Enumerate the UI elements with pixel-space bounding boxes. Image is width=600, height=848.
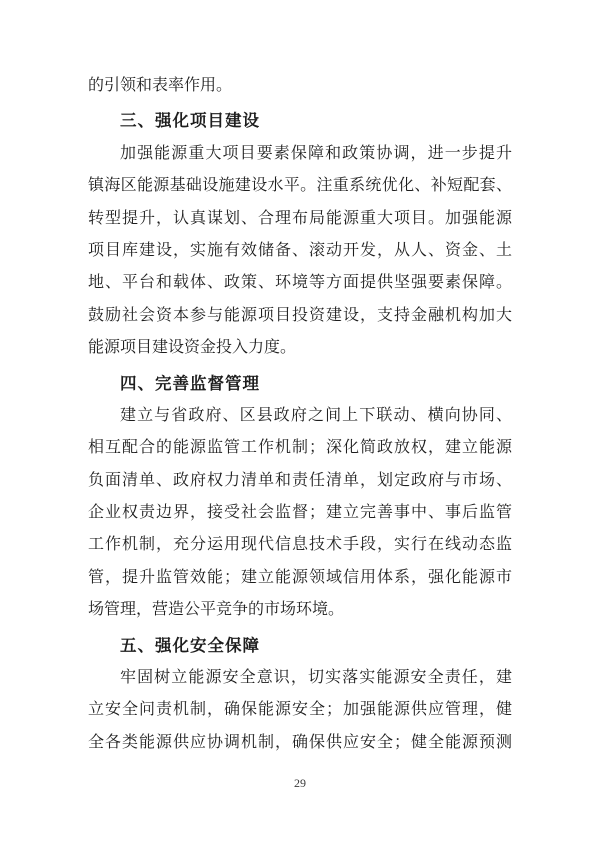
text-line: 管，提升监管效能；建立能源领域信用体系，强化能源市	[88, 568, 512, 586]
text-line: 项目库建设，实施有效储备、滚动开发，从人、资金、土	[88, 241, 512, 259]
document-content	[88, 70, 512, 759]
text-line: 转型提升，认真谋划、合理布局能源重大项目。加强能源	[88, 209, 512, 227]
text-line: 地、平台和载体、政策、环境等方面提供坚强要素保障。	[88, 274, 512, 292]
text-line: 的引领和表率作用。	[88, 77, 233, 94]
section-heading: 五、强化安全保障	[120, 635, 260, 655]
text-line: 负面清单、政府权力清单和责任清单，划定政府与市场、	[88, 471, 512, 489]
text-line: 建立与省政府、区县政府之间上下联动、横向协同、	[120, 406, 512, 424]
section-heading: 四、完善监督管理	[120, 373, 260, 393]
page-number: 29	[294, 776, 306, 790]
text-line: 场管理，营造公平竞争的市场环境。	[88, 601, 345, 619]
text-line: 能源项目建设资金投入力度。	[88, 339, 297, 357]
text-line: 全各类能源供应协调机制，确保供应安全；健全能源预测	[88, 733, 512, 751]
text-line: 企业权责边界，接受社会监督；建立完善事中、事后监管	[88, 504, 512, 522]
text-line: 鼓励社会资本参与能源项目投资建设，支持金融机构加大	[88, 306, 512, 324]
text-line: 加强能源重大项目要素保障和政策协调，进一步提升	[120, 144, 512, 162]
text-line: 牢固树立能源安全意识，切实落实能源安全责任，建	[120, 669, 512, 687]
section-heading: 三、强化项目建设	[120, 111, 260, 131]
text-line: 镇海区能源基础设施建设水平。注重系统优化、补短配套、	[88, 177, 512, 195]
text-line: 相互配合的能源监管工作机制；深化简政放权，建立能源	[88, 439, 512, 457]
text-line: 工作机制，充分运用现代信息技术手段，实行在线动态监	[88, 536, 512, 554]
text-line: 立安全问责机制，确保能源安全；加强能源供应管理，健	[88, 701, 512, 719]
